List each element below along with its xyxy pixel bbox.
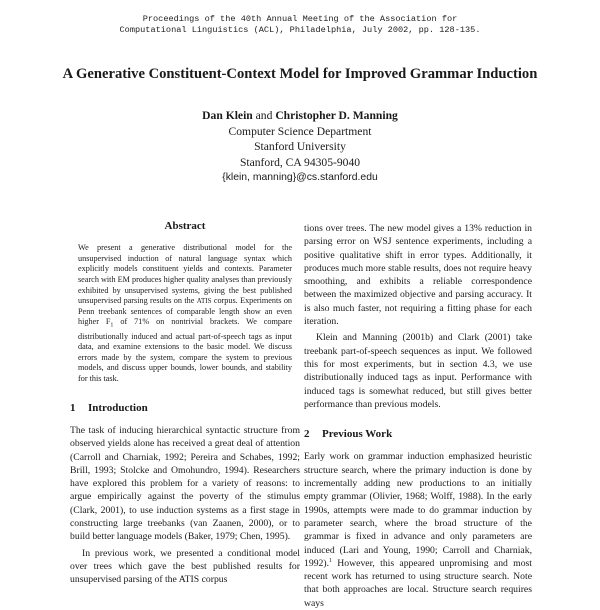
intro-paragraph-2: In previous work, we presented a conditional model over trees which gave the best published results for unsupervised parsing of the ATIS corpus — [70, 547, 300, 586]
abstract-heading: Abstract — [164, 220, 206, 232]
previous-work-text-a: Early work on grammar induction emphasized heuristic structure search, where the primary induction is done by incrementally adding new productions to an initially empty grammar (Olivier, 1968; Wolff, 1988). In the early 1990s, attempts were made to do grammar induction by parameter search, where the broad structure of the grammar is fixed in advance and only parameters are induced (Lari and Young, 1990; Carroll and Charniak, 1992). — [304, 451, 532, 569]
section-1-title: Introduction — [88, 401, 148, 414]
author-names — [0, 108, 600, 124]
right-column — [304, 222, 532, 610]
section-2-title: Previous Work — [322, 428, 393, 441]
right-paragraph-2: Klein and Manning (2001b) and Clark (2001) take treebank part-of-speech sequences as input. We followed this for most experiments, but in section 4.3, we use distributionally induced tags as input. Performance with induced tags is somewhat reduced, but still gives better performance than previous models. — [304, 332, 532, 410]
university: Stanford University — [254, 140, 346, 154]
right-paragraph-1: tions over trees. The new model gives a 13% reduction in parsing error on WSJ sentence experiments, including a positive qualitative shift in error types. Additionally, it produces much more stable results, does not require heavy smoothing, and exhibits a reliable correspondence between the maximized objective and parsing accuracy. It is also much faster, not requiring a fitting phase for each iteration. — [304, 223, 532, 328]
header-line-2: Computational Linguistics (ACL), Philadelphia, July 2002, pp. 128-135. — [119, 25, 481, 35]
left-column — [70, 220, 300, 587]
abstract-atis: ATIS — [196, 297, 212, 306]
department: Computer Science Department — [228, 124, 372, 138]
paper-title: A Generative Constituent-Context Model for Improved Grammar Induction — [62, 66, 538, 82]
author-1: Dan Klein — [202, 109, 253, 122]
proceedings-header — [0, 14, 600, 36]
section-2-heading — [304, 428, 532, 441]
abstract-text-a: We present a generative distributional model for the unsupervised induction of natural language syntax which explicitly models constituent yields and contexts. Parameter search with EM produces higher quality analyses than previously exhibited by unsupervised systems, giving the best published unsupervised parsing results on the — [78, 243, 292, 306]
abstract-f-subscript: 1 — [110, 323, 114, 330]
previous-work-text-b: However, this appeared unpromising and most recent work has returned to using structure search. Note that both approaches are local. Structure search requires ways — [304, 557, 532, 609]
section-1-heading — [70, 402, 300, 415]
abstract-text-c: of 71% on nontrivial brackets. We compare distributionally induced and actual part-of-speech tags as input data, and examine extensions to the basic model. We discuss errors made by the system, compare the system to previous models, and discuss upper bounds, lower bounds, and stability for this task. — [78, 317, 292, 384]
author-conjunction: and — [255, 109, 273, 122]
section-1-number: 1 — [70, 401, 76, 414]
header-line-1: Proceedings of the 40th Annual Meeting of the Association for — [142, 14, 458, 24]
email: {klein, manning}@cs.stanford.edu — [222, 172, 378, 184]
abstract-text — [78, 243, 292, 384]
previous-work-paragraph — [304, 450, 532, 610]
intro-paragraph-1: The task of inducing hierarchical syntactic structure from observed yields alone has received a great deal of attention (Carroll and Charniak, 1992; Pereira and Schabes, 1992; Brill, 1993; Stolcke and Omohundro, 1994). Researchers have explored this problem for a variety of reasons: to argue empirically against the poverty of the stimulus (Clark, 2001), to use induction systems as a first stage in constructing large treebanks (van Zaanen, 2000), or to build better language models (Baker, 1979; Chen, 1995). — [70, 424, 300, 543]
section-2-number: 2 — [304, 428, 310, 441]
footnote-marker: 1 — [329, 557, 333, 564]
author-block — [0, 108, 600, 186]
author-2: Christopher D. Manning — [275, 109, 398, 122]
abstract-text-b: corpus. Experiments on Penn treebank sentences of comparable length show an even higher F — [78, 296, 293, 327]
address: Stanford, CA 94305-9040 — [239, 155, 361, 169]
